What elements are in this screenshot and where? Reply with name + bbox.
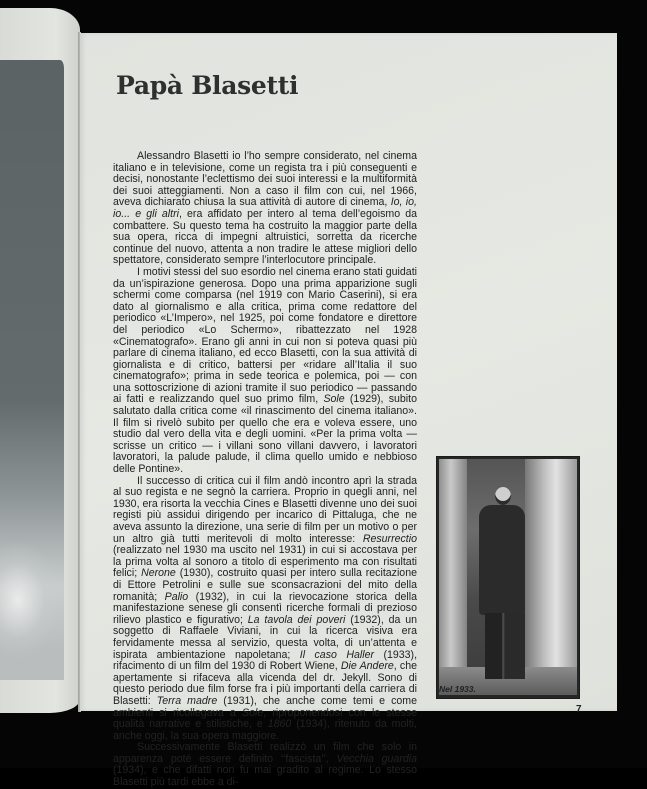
text-run: , era affidato per intero al tema dell’egoismo da combattere. Su questo tema ha costruito la maggior parte della sua opera, ricca di impegni altruistici, sorretta da ricerche continue del nuovo, attenta a non tradire le attese migliori dello spettatore, considerato sempre l’interlocutore principale.	[113, 207, 417, 267]
photo-figure-legs	[485, 613, 525, 679]
article-body	[113, 151, 417, 789]
article-paragraph	[113, 267, 417, 476]
article-paragraph	[113, 151, 417, 267]
text-run: , che apertamente si rifaceva alla vicenda del dr. Jekyll. Sono di questo periodo due film forse fra i più importanti della carriera di Blasetti:	[113, 660, 417, 707]
page-title: Papà Blasetti	[116, 71, 299, 100]
page-number: 7	[576, 704, 582, 715]
text-run: (1930), costruito quasi per intero sulla recitazione di Ettore Petrolini e sulle sue sconsacrazioni del mito della romanità;	[113, 567, 417, 603]
text-run: I motivi stessi del suo esordio nel cinema erano stati guidati da un’ispirazione generosa. Dopo una prima apparizione sugli schermi come comparsa (nel 1919 con Mario Caserini), si era dato al giornalismo e alla critica, prima come redattore del periodico «L’Impero», nel 1925, poi come fondatore e direttore del periodico «Lo Schermo», ribattezzato nel 1928 «Cinematografo». Erano gli anni in cui non si poteva quasi più parlare di cinema italiano, ed ecco Blasetti, con la sua attività di giornalista e di critico, battersi per «ridare all’Italia il suo cinematografo»; prima in sede teorica e polemica, poi — con una sottoscrizione di azioni tramite il suo periodico — passando ai fatti e realizzando quel suo primo film,	[113, 265, 417, 406]
photo-wall-right	[525, 459, 577, 695]
text-run: , riproponendosi con le stesse qualità narrative e stilistiche, e	[113, 706, 418, 731]
film-title: Io, io, io... e gli altri	[113, 196, 417, 220]
film-title: La tavola dei poveri	[247, 613, 346, 626]
film-title: Sole	[242, 706, 264, 719]
film-title: 1860	[267, 718, 292, 731]
portrait-photo	[436, 456, 580, 699]
text-run: Il successo di critica cui il film andò incontro aprì la strada al suo regista e ne segnò la carriera. Proprio in quegli anni, nel 1930, era risorta la vecchia Cines e Blasetti divenne uno dei suoi registi più assidui dirigendo per incarico di Pittaluga, che ne aveva assunto la direzione, una serie di film per un motivo o per un altro già tutti meritevoli di molto interesse:	[113, 474, 417, 545]
text-run: Successivamente Blasetti realizzò un film che solo in apparenza poté essere definito ‘‘fascista’’,	[113, 741, 417, 765]
photo-figure-body	[479, 505, 525, 615]
film-title: Die Andere	[340, 660, 394, 673]
film-title: Terra madre	[156, 694, 218, 707]
photo-figure-head	[495, 487, 511, 505]
text-run: (realizzato nel 1930 ma uscito nel 1931) in cui si accostava per la prima volta al sonoro a titolo di esperimento ma con risultati felici;	[113, 544, 417, 580]
film-title: Sole	[323, 393, 345, 406]
text-run: (1934), ritenuto da molti, anche oggi, la sua opera maggiore.	[113, 718, 417, 742]
photo-caption: Nel 1933.	[439, 684, 476, 694]
text-run: (1931), che anche come temi e come ambienti si ricollegava a	[113, 694, 417, 719]
film-title: Resurrectio	[362, 532, 417, 545]
previous-page	[0, 8, 80, 713]
text-run: (1934), e che difatti non fu mai gradito al regime. Lo stesso Blasetti più tardi ebbe a di-	[113, 764, 417, 789]
film-title: Palio	[164, 590, 189, 603]
previous-page-photo	[0, 60, 64, 680]
text-run: (1932), in cui la rievocazione storica della manifestazione senese gli consentì ricerche formali di prezioso rilievo plastico e figurativo;	[113, 590, 418, 626]
text-run: (1933), rifacimento di un film del 1930 di Robert Wiene,	[113, 648, 418, 673]
film-title: Nerone	[141, 567, 176, 580]
text-run: (1932), da un soggetto di Raffaele Viviani, in cui la ricerca visiva era fervidamente messa al servizio, questa volta, di un’attenta e ispirata ambientazione napoletana;	[113, 613, 418, 661]
article-paragraph	[113, 476, 417, 743]
film-title: Il caso Haller	[299, 648, 374, 661]
text-run: Alessandro Blasetti io l’ho sempre considerato, nel cinema italiano e in televisione, come un regista tra i più conseguenti e decisi, nonostante l’eclettismo dei suoi interessi e la multiformità dei suoi atteggiamenti. Non a caso il film con cui, nel 1966, aveva dichiarato chiusa la sua attività di autore di cinema,	[113, 150, 417, 209]
film-title: Vecchia guardia	[336, 752, 417, 765]
photo-wall-left	[439, 459, 469, 695]
page	[80, 33, 617, 789]
text-run: (1929), subito salutato dalla critica come «il rinascimento del cinema italiano». Il film si rivelò subito per quello che era e voleva essere, uno studio dal vero della vita e degli uomini. «Per la prima volta — scrisse un critico — i villani sono villani davvero, i lavoratori lavoratori, la palude palude, il clima quello umido e nebbioso delle Pontine».	[113, 393, 417, 476]
article-paragraph	[113, 742, 417, 788]
